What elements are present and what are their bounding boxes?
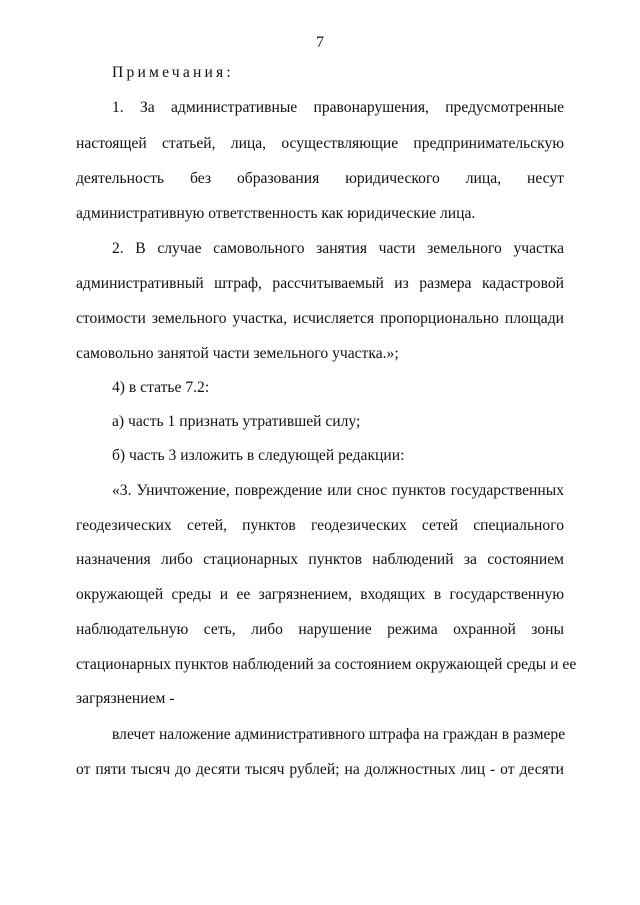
part-3-line-6: стационарных пунктов наблюдений за состоянием окружающей среды и ее [76, 656, 577, 673]
part-3-line-1: «3. Уничтожение, повреждение или снос пунктов государственных [112, 482, 564, 499]
note-1-line-4: административную ответственность как юридические лица. [76, 205, 476, 222]
item-b: б) часть 3 изложить в следующей редакции: [112, 447, 405, 464]
item-a: а) часть 1 признать утратившей силу; [112, 413, 361, 430]
part-3-line-7: загрязнением - [76, 690, 175, 707]
part-3-line-3: назначения либо стационарных пунктов наблюдений за состоянием [76, 551, 564, 568]
note-1-line-2: настоящей статьей, лица, осуществляющие предпринимательскую [76, 135, 564, 152]
note-2-line-3: стоимости земельного участка, исчисляется пропорционально площади [76, 310, 564, 327]
notes-heading: Примечания: [112, 64, 234, 81]
part-3-line-5: наблюдательную сеть, либо нарушение режима охранной зоны [76, 621, 564, 638]
part-3-line-4: окружающей среды и ее загрязнением, входящих в государственную [76, 586, 564, 603]
note-2-line-2: административный штраф, рассчитываемый из размера кадастровой [76, 275, 564, 292]
note-2-line-1: 2. В случае самовольного занятия части земельного участка [112, 240, 564, 257]
note-1-line-1: 1. За административные правонарушения, предусмотренные [112, 99, 564, 116]
page-number: 7 [316, 34, 324, 51]
part-3-line-2: геодезических сетей, пунктов геодезических сетей специального [76, 517, 564, 534]
penalty-line-1: влечет наложение административного штрафа на граждан в размере [112, 726, 566, 743]
penalty-line-2: от пяти тысяч до десяти тысяч рублей; на должностных лиц - от десяти [76, 761, 564, 778]
item-4: 4) в статье 7.2: [112, 379, 210, 396]
note-1-line-3: деятельность без образования юридического лица, несут [76, 170, 564, 187]
note-2-line-4: самовольно занятой части земельного участка.»; [76, 345, 399, 362]
